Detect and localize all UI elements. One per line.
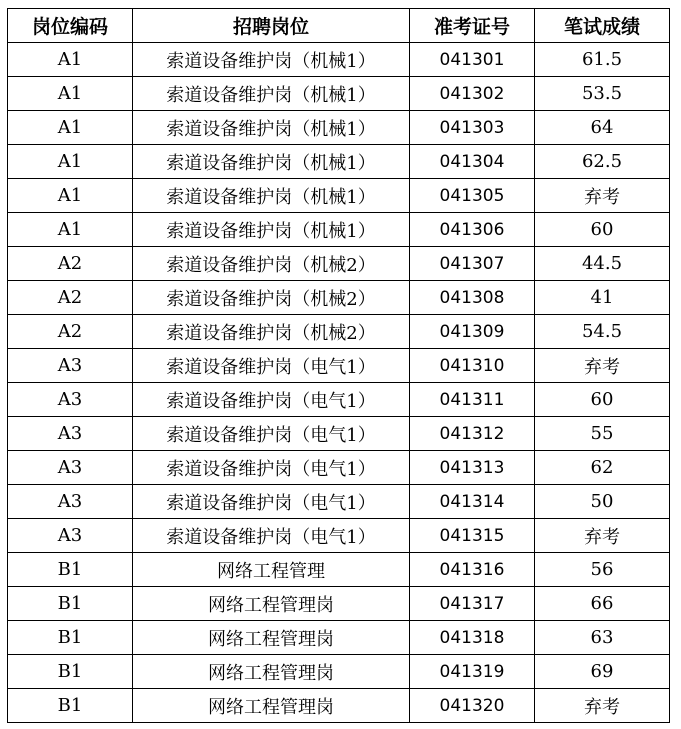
written-score-cell: 44.5 <box>535 247 670 281</box>
written-score-cell: 66 <box>535 587 670 621</box>
position-code-cell: A2 <box>8 315 133 349</box>
position-name-cell: 网络工程管理岗 <box>133 621 410 655</box>
table-row <box>8 519 670 553</box>
table-row <box>8 553 670 587</box>
position-code-cell: A3 <box>8 519 133 553</box>
written-score-cell: 63 <box>535 621 670 655</box>
position-code-cell: B1 <box>8 655 133 689</box>
exam-id-cell: 041313 <box>410 451 535 485</box>
position-name-cell: 索道设备维护岗（机械2） <box>133 281 410 315</box>
written-score-cell: 60 <box>535 383 670 417</box>
header-exam-id: 准考证号 <box>410 9 535 43</box>
header-row <box>8 9 670 43</box>
exam-id-cell: 041307 <box>410 247 535 281</box>
table-row <box>8 111 670 145</box>
position-name-cell: 索道设备维护岗（机械2） <box>133 315 410 349</box>
written-score-cell: 53.5 <box>535 77 670 111</box>
exam-id-cell: 041302 <box>410 77 535 111</box>
position-name-cell: 索道设备维护岗（机械2） <box>133 247 410 281</box>
position-code-cell: B1 <box>8 587 133 621</box>
table-row <box>8 315 670 349</box>
exam-id-cell: 041315 <box>410 519 535 553</box>
position-code-cell: B1 <box>8 553 133 587</box>
table-row <box>8 213 670 247</box>
position-name-cell: 网络工程管理岗 <box>133 689 410 723</box>
written-score-cell: 69 <box>535 655 670 689</box>
position-code-cell: A3 <box>8 451 133 485</box>
position-code-cell: A1 <box>8 77 133 111</box>
exam-id-cell: 041308 <box>410 281 535 315</box>
position-code-cell: A1 <box>8 179 133 213</box>
exam-id-cell: 041311 <box>410 383 535 417</box>
table-row <box>8 77 670 111</box>
position-code-cell: A1 <box>8 213 133 247</box>
exam-id-cell: 041310 <box>410 349 535 383</box>
written-score-cell: 62.5 <box>535 145 670 179</box>
written-score-cell: 41 <box>535 281 670 315</box>
table-body <box>8 43 670 723</box>
written-score-cell: 62 <box>535 451 670 485</box>
written-score-cell: 弃考 <box>535 179 670 213</box>
exam-id-cell: 041320 <box>410 689 535 723</box>
written-score-cell: 弃考 <box>535 349 670 383</box>
position-name-cell: 索道设备维护岗（机械1） <box>133 213 410 247</box>
header-written-score: 笔试成绩 <box>535 9 670 43</box>
table-row <box>8 655 670 689</box>
position-code-cell: A2 <box>8 247 133 281</box>
exam-id-cell: 041318 <box>410 621 535 655</box>
position-name-cell: 索道设备维护岗（电气1） <box>133 417 410 451</box>
position-name-cell: 索道设备维护岗（机械1） <box>133 145 410 179</box>
position-code-cell: A3 <box>8 485 133 519</box>
position-name-cell: 网络工程管理岗 <box>133 655 410 689</box>
position-code-cell: A3 <box>8 417 133 451</box>
position-name-cell: 索道设备维护岗（电气1） <box>133 451 410 485</box>
position-name-cell: 索道设备维护岗（电气1） <box>133 519 410 553</box>
table-row <box>8 383 670 417</box>
table-row <box>8 247 670 281</box>
position-name-cell: 索道设备维护岗（电气1） <box>133 383 410 417</box>
exam-id-cell: 041316 <box>410 553 535 587</box>
header-position-name: 招聘岗位 <box>133 9 410 43</box>
table-row <box>8 689 670 723</box>
table-header <box>8 9 670 43</box>
position-code-cell: A3 <box>8 349 133 383</box>
position-code-cell: A3 <box>8 383 133 417</box>
position-name-cell: 索道设备维护岗（机械1） <box>133 43 410 77</box>
position-name-cell: 索道设备维护岗（电气1） <box>133 349 410 383</box>
written-score-cell: 弃考 <box>535 519 670 553</box>
written-score-cell: 弃考 <box>535 689 670 723</box>
table-row <box>8 43 670 77</box>
exam-id-cell: 041303 <box>410 111 535 145</box>
written-score-cell: 64 <box>535 111 670 145</box>
header-position-code: 岗位编码 <box>8 9 133 43</box>
table-row <box>8 621 670 655</box>
score-table <box>7 8 670 723</box>
position-name-cell: 索道设备维护岗（机械1） <box>133 179 410 213</box>
position-name-cell: 索道设备维护岗（电气1） <box>133 485 410 519</box>
position-name-cell: 索道设备维护岗（机械1） <box>133 111 410 145</box>
table-row <box>8 587 670 621</box>
written-score-cell: 61.5 <box>535 43 670 77</box>
exam-id-cell: 041314 <box>410 485 535 519</box>
exam-id-cell: 041306 <box>410 213 535 247</box>
table-row <box>8 485 670 519</box>
table-row <box>8 145 670 179</box>
position-name-cell: 索道设备维护岗（机械1） <box>133 77 410 111</box>
exam-id-cell: 041309 <box>410 315 535 349</box>
position-name-cell: 网络工程管理岗 <box>133 587 410 621</box>
written-score-cell: 50 <box>535 485 670 519</box>
written-score-cell: 55 <box>535 417 670 451</box>
exam-id-cell: 041312 <box>410 417 535 451</box>
position-code-cell: A1 <box>8 145 133 179</box>
position-code-cell: A2 <box>8 281 133 315</box>
table-row <box>8 349 670 383</box>
written-score-cell: 54.5 <box>535 315 670 349</box>
position-code-cell: B1 <box>8 621 133 655</box>
written-score-cell: 60 <box>535 213 670 247</box>
exam-id-cell: 041301 <box>410 43 535 77</box>
position-name-cell: 网络工程管理 <box>133 553 410 587</box>
written-score-cell: 56 <box>535 553 670 587</box>
table-row <box>8 417 670 451</box>
position-code-cell: B1 <box>8 689 133 723</box>
table-row <box>8 451 670 485</box>
exam-id-cell: 041317 <box>410 587 535 621</box>
exam-id-cell: 041319 <box>410 655 535 689</box>
exam-id-cell: 041305 <box>410 179 535 213</box>
table-row <box>8 281 670 315</box>
exam-id-cell: 041304 <box>410 145 535 179</box>
position-code-cell: A1 <box>8 43 133 77</box>
table-row <box>8 179 670 213</box>
position-code-cell: A1 <box>8 111 133 145</box>
